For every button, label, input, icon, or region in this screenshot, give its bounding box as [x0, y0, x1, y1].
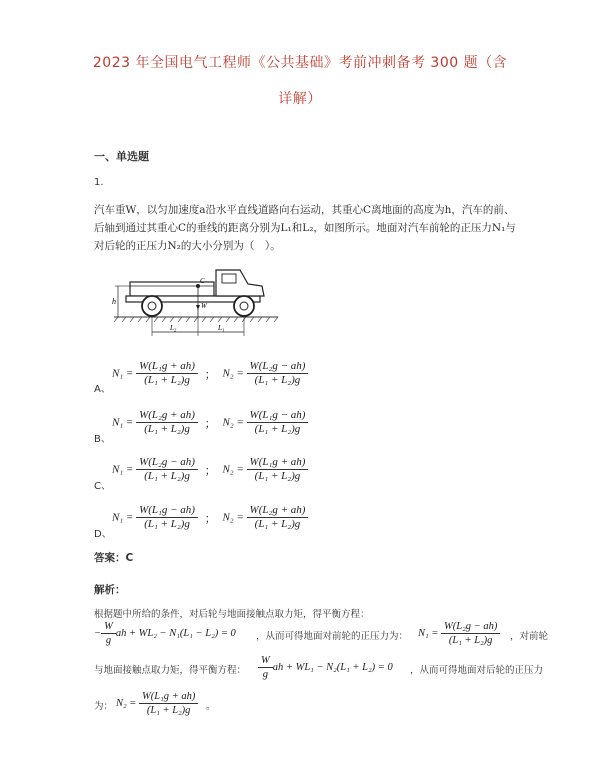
solution-line4b: 。 — [206, 701, 216, 712]
doc-title-line1: 2023 年全国电气工程师《公共基础》考前冲刺备考 300 题（含 — [92, 55, 508, 71]
solution-line3a: 与地面接触点取力矩，得平衡方程： — [94, 665, 247, 676]
label-h: h — [112, 297, 116, 306]
label-l1: L₁ — [218, 324, 225, 332]
option-b-formula: N₁ = $\frac{\text{W(L₂g + ah)}}{\text{(L₁ + L₂)g}}$ ； N₂ = $\frac{\text{W(L₁g − ah)}}{\text{(L₁ + L₂)g}}$ — [112, 409, 308, 436]
solution-line4a: 为： — [94, 701, 114, 712]
option-c-formula: N₁ = $\frac{\text{W(L₂g − ah)}}{\text{(L₁ + L₂)g}}$ ； N₂ = $\frac{\text{W(L₁g + ah)}}{\text{(L₁ + L₂)g}}$ — [112, 456, 308, 483]
option-d-formula: N₁ = $\frac{\text{W(L₁g − ah)}}{\text{(L₁ + L₂)g}}$ ； N₂ = $\frac{\text{W(L₂g + ah)}}{\text{(L₁ + L₂)g}}$ — [112, 504, 308, 531]
solution-n1: N₁ = $\frac{\text{W(L₂g − ah)}}{\text{(L₁ + L₂)g}}$ — [418, 620, 500, 647]
label-l2: L₂ — [170, 324, 177, 332]
solution-line3b: ，从而可得地面对后轮的正压力 — [410, 665, 544, 676]
option-c-label: C、 — [94, 481, 111, 492]
doc-title-line2: 详解） — [278, 91, 322, 107]
question-text: 汽车重W，以匀加速度a沿水平直线道路向右运动，其重心C离地面的高度为h，汽车的前、后轴到通过其重心C的垂线的距离分别为L₁和L₂，如图所示。地面对汽车前轮的正压力N₁与对后轮的正压力N₂的大小分别为（ ）。 — [94, 204, 516, 252]
truck-figure — [112, 262, 282, 338]
label-w: W — [201, 302, 207, 310]
question-number: 1. — [94, 177, 104, 188]
option-a-formula: N₁ = $\frac{\text{W(L₁g + ah)}}{\text{(L₁ + L₂)g}}$ ； N₂ = $\frac{\text{W(L₂g − ah)}}{\text{(L₁ + L₂)g}}$ — [112, 360, 308, 387]
solution-n2: N₂ = $\frac{\text{W(L₁g + ah)}}{\text{(L₁ + L₂)g}}$ — [116, 690, 198, 717]
solution-eq1: − $\frac{W}{g}$ ah + WL₂ − N₁(L₁ − L₂) = 0 — [94, 621, 236, 646]
option-a-label: A、 — [94, 384, 111, 395]
section-heading: 一、单选题 — [94, 150, 149, 163]
solution-line1: 根据题中所给的条件，对后轮与地面接触点取力矩，得平衡方程： — [94, 609, 370, 620]
solution-line2b: ，对前轮 — [510, 631, 549, 642]
solution-eq2: $\frac{W}{g}$ ah + WL₁ − N₂(L₁ + L₂) = 0 — [258, 654, 393, 681]
label-c: C — [200, 277, 205, 285]
option-d-label: D、 — [94, 529, 112, 540]
answer: 答案：C — [94, 552, 134, 564]
option-b-label: B、 — [94, 434, 111, 445]
solution-line2a: ，从而可得地面对前轮的正压力为： — [256, 631, 409, 642]
analysis-title: 解析： — [94, 584, 126, 596]
